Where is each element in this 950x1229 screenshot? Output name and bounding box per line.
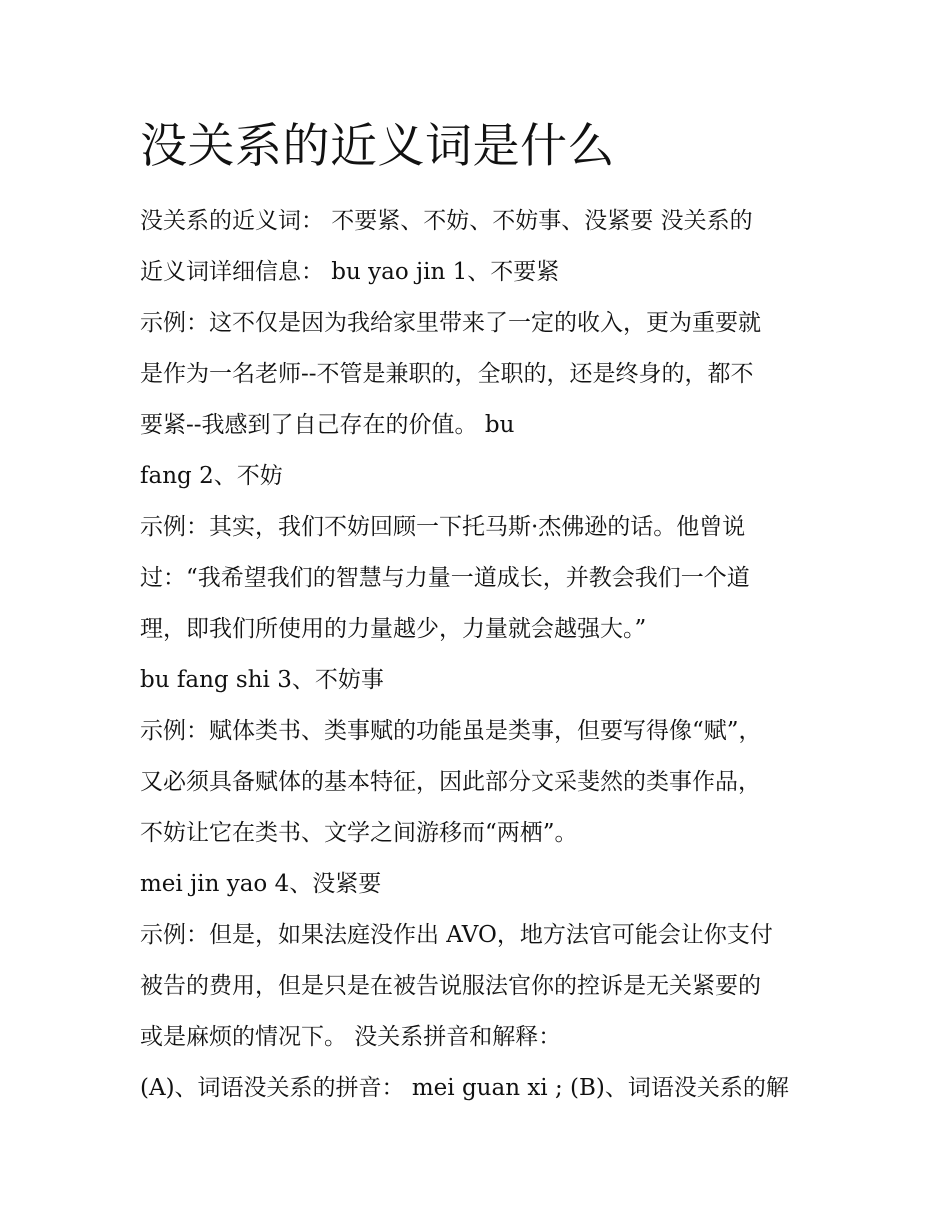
text-line: 示例：这不仅是因为我给家里带来了一定的收入，更为重要就	[140, 310, 761, 336]
text-line: 过：“我希望我们的智慧与力量一道成长，并教会我们一个道	[140, 565, 750, 591]
text-line: 示例：其实，我们不妨回顾一下托马斯·杰佛逊的话。他曾说	[140, 514, 746, 540]
text-line: (A)、词语没关系的拼音： mei guan xi ; (B)、词语没关系的解	[140, 1075, 789, 1101]
text-line: 不妨让它在类书、文学之间游移而“两栖”。	[140, 820, 578, 846]
text-line: 又必须具备赋体的基本特征，因此部分文采斐然的类事作品，	[140, 769, 761, 795]
text-line: 是作为一名老师--不管是兼职的，全职的，还是终身的，都不	[140, 361, 754, 387]
text-line: 近义词详细信息： bu yao jin 1、不要紧	[140, 259, 560, 285]
text-line: mei jin yao 4、没紧要	[140, 871, 382, 897]
text-line: bu fang shi 3、不妨事	[140, 667, 384, 693]
text-line: 被告的费用，但是只是在被告说服法官你的控诉是无关紧要的	[140, 973, 761, 999]
text-line: 示例：但是，如果法庭没作出 AVO，地方法官可能会让你支付	[140, 922, 773, 948]
text-line: 要紧--我感到了自己存在的价值。 bu	[140, 412, 515, 438]
text-line: fang 2、不妨	[140, 463, 283, 489]
document-body	[140, 196, 830, 1114]
page-title: 没关系的近义词是什么	[140, 119, 615, 174]
text-line: 理，即我们所使用的力量越少，力量就会越强大。”	[140, 616, 647, 642]
text-line: 没关系的近义词： 不要紧、不妨、不妨事、没紧要 没关系的	[140, 208, 753, 234]
text-line: 或是麻烦的情况下。 没关系拼音和解释：	[140, 1024, 562, 1050]
text-line: 示例：赋体类书、类事赋的功能虽是类事，但要写得像“赋”，	[140, 718, 762, 744]
